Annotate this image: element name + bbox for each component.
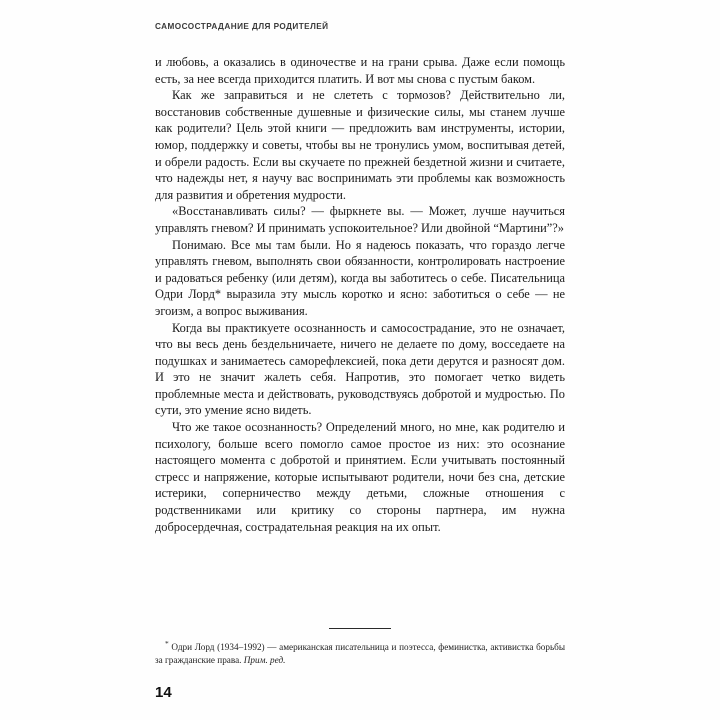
- paragraph-2: Как же заправиться и не слететь с тормозов? Действительно ли, восстановив собственные душевные и физические силы, мы станем лучше как родители? Цель этой книги — предложить вам инструменты, истории, юмор, поддержку и советы, чтобы вы не тронулись умом, воспитывая детей, и обрели радость. Если вы скучаете по прежней бездетной жизни и считаете, что надежды нет, я научу вас воспринимать эти проблемы как возможность для развития и обретения мудрости.: [155, 88, 565, 202]
- paragraph-1: и любовь, а оказались в одиночестве и на грани срыва. Даже если помощь есть, за нее всегда приходится платить. И вот мы снова с пустым баком.: [155, 55, 565, 86]
- footnote: [155, 638, 565, 666]
- footnote-source-note: Прим. ред.: [243, 654, 286, 665]
- footnote-area: [155, 628, 565, 666]
- footnote-text: Одри Лорд (1934–1992) — американская писательница и поэтесса, феминистка, активистка борьбы за гражданские права.: [155, 642, 565, 665]
- footnote-marker: *: [165, 639, 169, 648]
- paragraph-4: Понимаю. Все мы там были. Но я надеюсь показать, что гораздо легче управлять гневом, выполнять свои обязанности, контролировать настроение и радоваться ребенку (или детям), когда вы заботитесь о себе. Писательница Одри Лорд* выразила эту мысль коротко и ясно: заботиться о себе — не эгоизм, а вопрос выживания.: [155, 237, 565, 318]
- text-column: [155, 22, 565, 535]
- paragraph-6: Что же такое осознанность? Определений много, но мне, как родителю и психологу, больше всего помогло самое простое из них: это осознание настоящего момента с добротой и принятием. Если учитывать постоянный стресс и напряжение, которые испытывают родители, ночи без сна, детские истерики, соперничество между детьми, сложные отношения с родственниками или критику со стороны партнера, им нужна добросердечная, сострадательная реакция на их опыт.: [155, 420, 565, 534]
- paragraph-5: Когда вы практикуете осознанность и самосострадание, это не означает, что вы весь день бездельничаете, ничего не делаете по дому, восседаете на подушках и занимаетесь саморефлексией, пока дети дерутся и разносят дом. И это не значит жалеть себя. Напротив, это помогает четко видеть проблемные места и действовать, руководствуясь добротой и мудростью. По сути, это умение ясно видеть.: [155, 320, 565, 418]
- running-head: САМОСОСТРАДАНИЕ ДЛЯ РОДИТЕЛЕЙ: [155, 22, 329, 31]
- paragraph-3: «Восстанавливать силы? — фыркнете вы. — Может, лучше научиться управлять гневом? И принимать успокоительное? Или двойной “Мартини”?»: [155, 204, 565, 235]
- page-number: 14: [155, 684, 172, 701]
- footnote-divider: [329, 628, 391, 629]
